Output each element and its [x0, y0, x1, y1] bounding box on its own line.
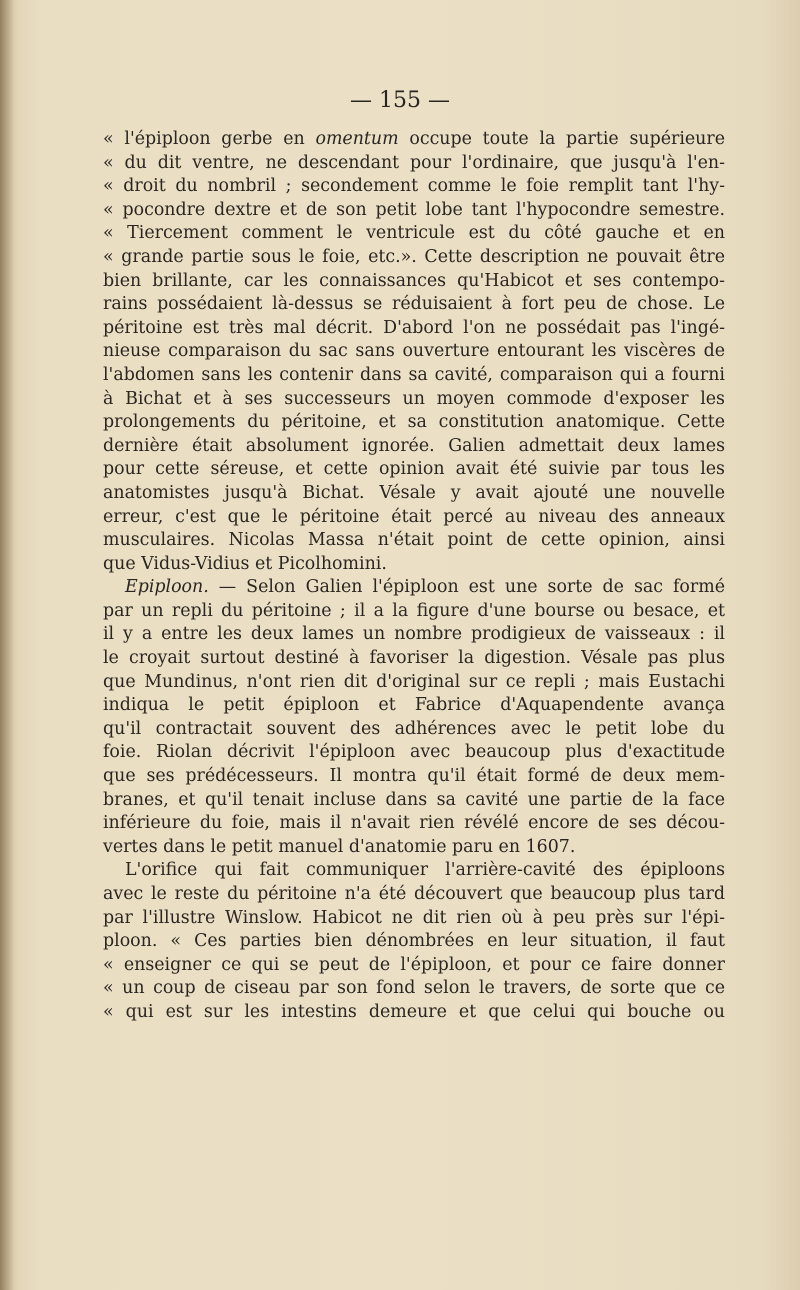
text-line: « l'épiploon gerbe en omentum occupe toute la partie supérieure	[103, 129, 725, 149]
text-line: l'abdomen sans les contenir dans sa cavité, comparaison qui a fourni	[103, 364, 725, 385]
text-line: à Bichat et à ses successeurs un moyen commode d'exposer les	[103, 388, 725, 409]
text-line: par l'illustre Winslow. Habicot ne dit rien où à peu près sur l'épi-	[103, 907, 725, 928]
text-line: « un coup de ciseau par son fond selon le travers, de sorte que ce	[103, 978, 725, 999]
text-line: « qui est sur les intestins demeure et que celui qui bouche ou	[103, 1001, 725, 1022]
text-line: erreur, c'est que le péritoine était percé au niveau des anneaux	[103, 506, 725, 527]
text-line: avec le reste du péritoine n'a été découvert que beaucoup plus tard	[103, 884, 725, 904]
text-line: Epiploon. — Selon Galien l'épiploon est une sorte de sac formé	[125, 577, 725, 598]
text-line: vertes dans le petit manuel d'anatomie paru en 1607.	[103, 836, 576, 857]
text-line: ploon. « Ces parties bien dénombrées en leur situation, il faut	[103, 931, 725, 952]
text-line: « droit du nombril ; secondement comme le foie remplit tant l'hy-	[103, 176, 725, 197]
text-line: foie. Riolan décrivit l'épiploon avec beaucoup plus d'exactitude	[103, 742, 725, 763]
text-line: que ses prédécesseurs. Il montra qu'il était formé de deux mem-	[103, 766, 725, 787]
text-line: musculaires. Nicolas Massa n'était point de cette opinion, ainsi	[103, 530, 725, 551]
text-line: prolongements du péritoine, et sa constitution anatomique. Cette	[103, 412, 725, 433]
text-line: « grande partie sous le foie, etc.». Cette description ne pouvait être	[103, 246, 725, 267]
text-line: il y a entre les deux lames un nombre prodigieux de vaisseaux : il	[103, 624, 725, 645]
text-line: inférieure du foie, mais il n'avait rien révélé encore de ses décou-	[103, 813, 725, 834]
text-line: « du dit ventre, ne descendant pour l'ordinaire, que jusqu'à l'en-	[103, 152, 725, 173]
text-line: L'orifice qui fait communiquer l'arrière-cavité des épiploons	[125, 860, 725, 881]
text-line: « enseigner ce qui se peut de l'épiploon, et pour ce faire donner	[103, 954, 725, 975]
text-line: péritoine est très mal décrit. D'abord l'on ne possédait pas l'ingé-	[103, 317, 725, 338]
text-line: dernière était absolument ignorée. Galien admettait deux lames	[103, 435, 725, 456]
text-line: indiqua le petit épiploon et Fabrice d'Aquapendente avança	[103, 695, 725, 716]
text-line: rains possédaient là-dessus se réduisaient à fort peu de chose. Le	[103, 294, 725, 315]
text-line: anatomistes jusqu'à Bichat. Vésale y avait ajouté une nouvelle	[103, 482, 725, 503]
text-line: par un repli du péritoine ; il a la figure d'une bourse ou besace, et	[103, 600, 725, 621]
text-line: bien brillante, car les connaissances qu'Habicot et ses contempo-	[103, 270, 725, 291]
text-line: que Vidus-Vidius et Picolhomini.	[103, 553, 387, 574]
text-line: le croyait surtout destiné à favoriser la digestion. Vésale pas plus	[103, 648, 725, 669]
text-line: « Tiercement comment le ventricule est du côté gauche et en	[103, 223, 725, 244]
text-line: que Mundinus, n'ont rien dit d'original sur ce repli ; mais Eustachi	[103, 671, 725, 692]
text-line: pour cette séreuse, et cette opinion avait été suivie par tous les	[103, 459, 725, 480]
binding-shadow	[0, 0, 14, 1290]
text-line: « pocondre dextre et de son petit lobe tant l'hypocondre semestre.	[103, 199, 725, 220]
body-text	[103, 128, 725, 1025]
page-number: — 155 —	[350, 88, 450, 113]
text-line: branes, et qu'il tenait incluse dans sa cavité une partie de la face	[103, 789, 725, 810]
text-line: qu'il contractait souvent des adhérences avec le petit lobe du	[103, 718, 725, 739]
text-line: nieuse comparaison du sac sans ouverture entourant les viscères de	[103, 341, 725, 362]
